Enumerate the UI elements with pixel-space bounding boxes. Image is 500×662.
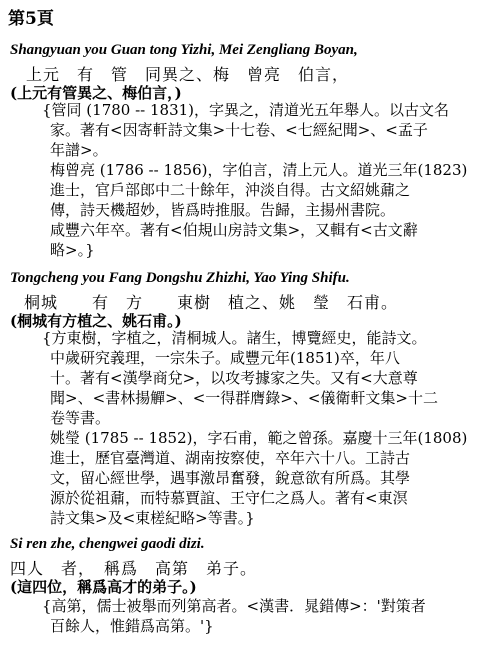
annotation-line: {方東樹，字植之，清桐城人。諸生，博覽經史，能詩文。	[42, 329, 427, 347]
pinyin-line: Tongcheng you Fang Dongshu Zhizhi, Yao Ying Shifu.	[10, 270, 350, 286]
annotation-line: 十。著有<漢學商兌>，以攻考據家之失。又有<大意尊	[50, 369, 418, 387]
annotation-line: 卷等書。	[50, 409, 111, 427]
annotation-line: 詩文集>及<東槎紀略>等書。}	[50, 509, 255, 527]
annotation-line: 中歲研究義理，一宗朱子。咸豐元年(1851)卒，年八	[50, 349, 400, 367]
annotation-line: 略>。}	[50, 241, 95, 259]
annotation-line: 進士，官戶部郎中二十餘年，沖淡自得。古文紹姚鼐之	[50, 181, 411, 199]
translation-line: (上元有管異之、梅伯言，)	[10, 84, 182, 102]
annotation-line: 聞>、<書林揚觶>、<一得群膺錄>、<儀衛軒文集>十二	[50, 389, 438, 407]
page-number: 第5頁	[8, 9, 54, 29]
annotation-line: 進士，歷官臺灣道、湖南按察使，卒年六十八。工詩古	[50, 449, 411, 467]
annotation-line: {管同 (1780 -- 1831)，字異之，清道光五年舉人。以古文名	[42, 101, 450, 119]
chinese-text-line: 桐城 有 方 東樹 植之、姚 瑩 石甫。	[24, 293, 399, 312]
annotation-line: 姚瑩 (1785 -- 1852)，字石甫，範之曾孫。嘉慶十三年(1808)	[50, 429, 468, 447]
annotation-line: 家。著有<因寄軒詩文集>十七卷、<七經紀聞>、<孟子	[50, 121, 428, 139]
annotation-line: 文，留心經世學，遇事激昂奮發，銳意欲有所爲。其學	[50, 469, 411, 487]
annotation-line: 年譜>。	[50, 141, 108, 159]
translation-line: (這四位，稱爲高才的弟子。)	[10, 578, 197, 596]
annotation-block	[42, 100, 467, 260]
annotation-line: 梅曾亮 (1786 -- 1856)，字伯言，清上元人。道光三年(1823)	[50, 161, 468, 179]
annotation-block	[42, 328, 467, 528]
pinyin-line: Shangyuan you Guan tong Yizhi, Mei Zengliang Boyan,	[10, 42, 358, 58]
annotation-line: 百餘人，惟錯爲高第。'}	[50, 617, 214, 635]
annotation-line: {高第，儒士被舉而列第高者。<漢書．晁錯傳>：'對策者	[42, 597, 426, 615]
chinese-text-line: 四人 者， 稱爲 高第 弟子。	[10, 559, 258, 578]
annotation-line: 傳，詩天機超妙，皆爲時推服。告歸，主揚州書院。	[50, 201, 396, 219]
translation-line: (桐城有方植之、姚石甫。)	[10, 312, 182, 330]
annotation-block	[42, 596, 426, 636]
chinese-text-line: 上元 有 管 同異之、梅 曾亮 伯言，	[26, 65, 350, 84]
pinyin-line: Si ren zhe, chengwei gaodi dizi.	[10, 536, 205, 552]
annotation-line: 源於從祖鼐，而特慕賈誼、王守仁之爲人。著有<東溟	[50, 489, 408, 507]
annotation-line: 咸豐六年卒。著有<伯規山房詩文集>，又輯有<古文辭	[50, 221, 418, 239]
